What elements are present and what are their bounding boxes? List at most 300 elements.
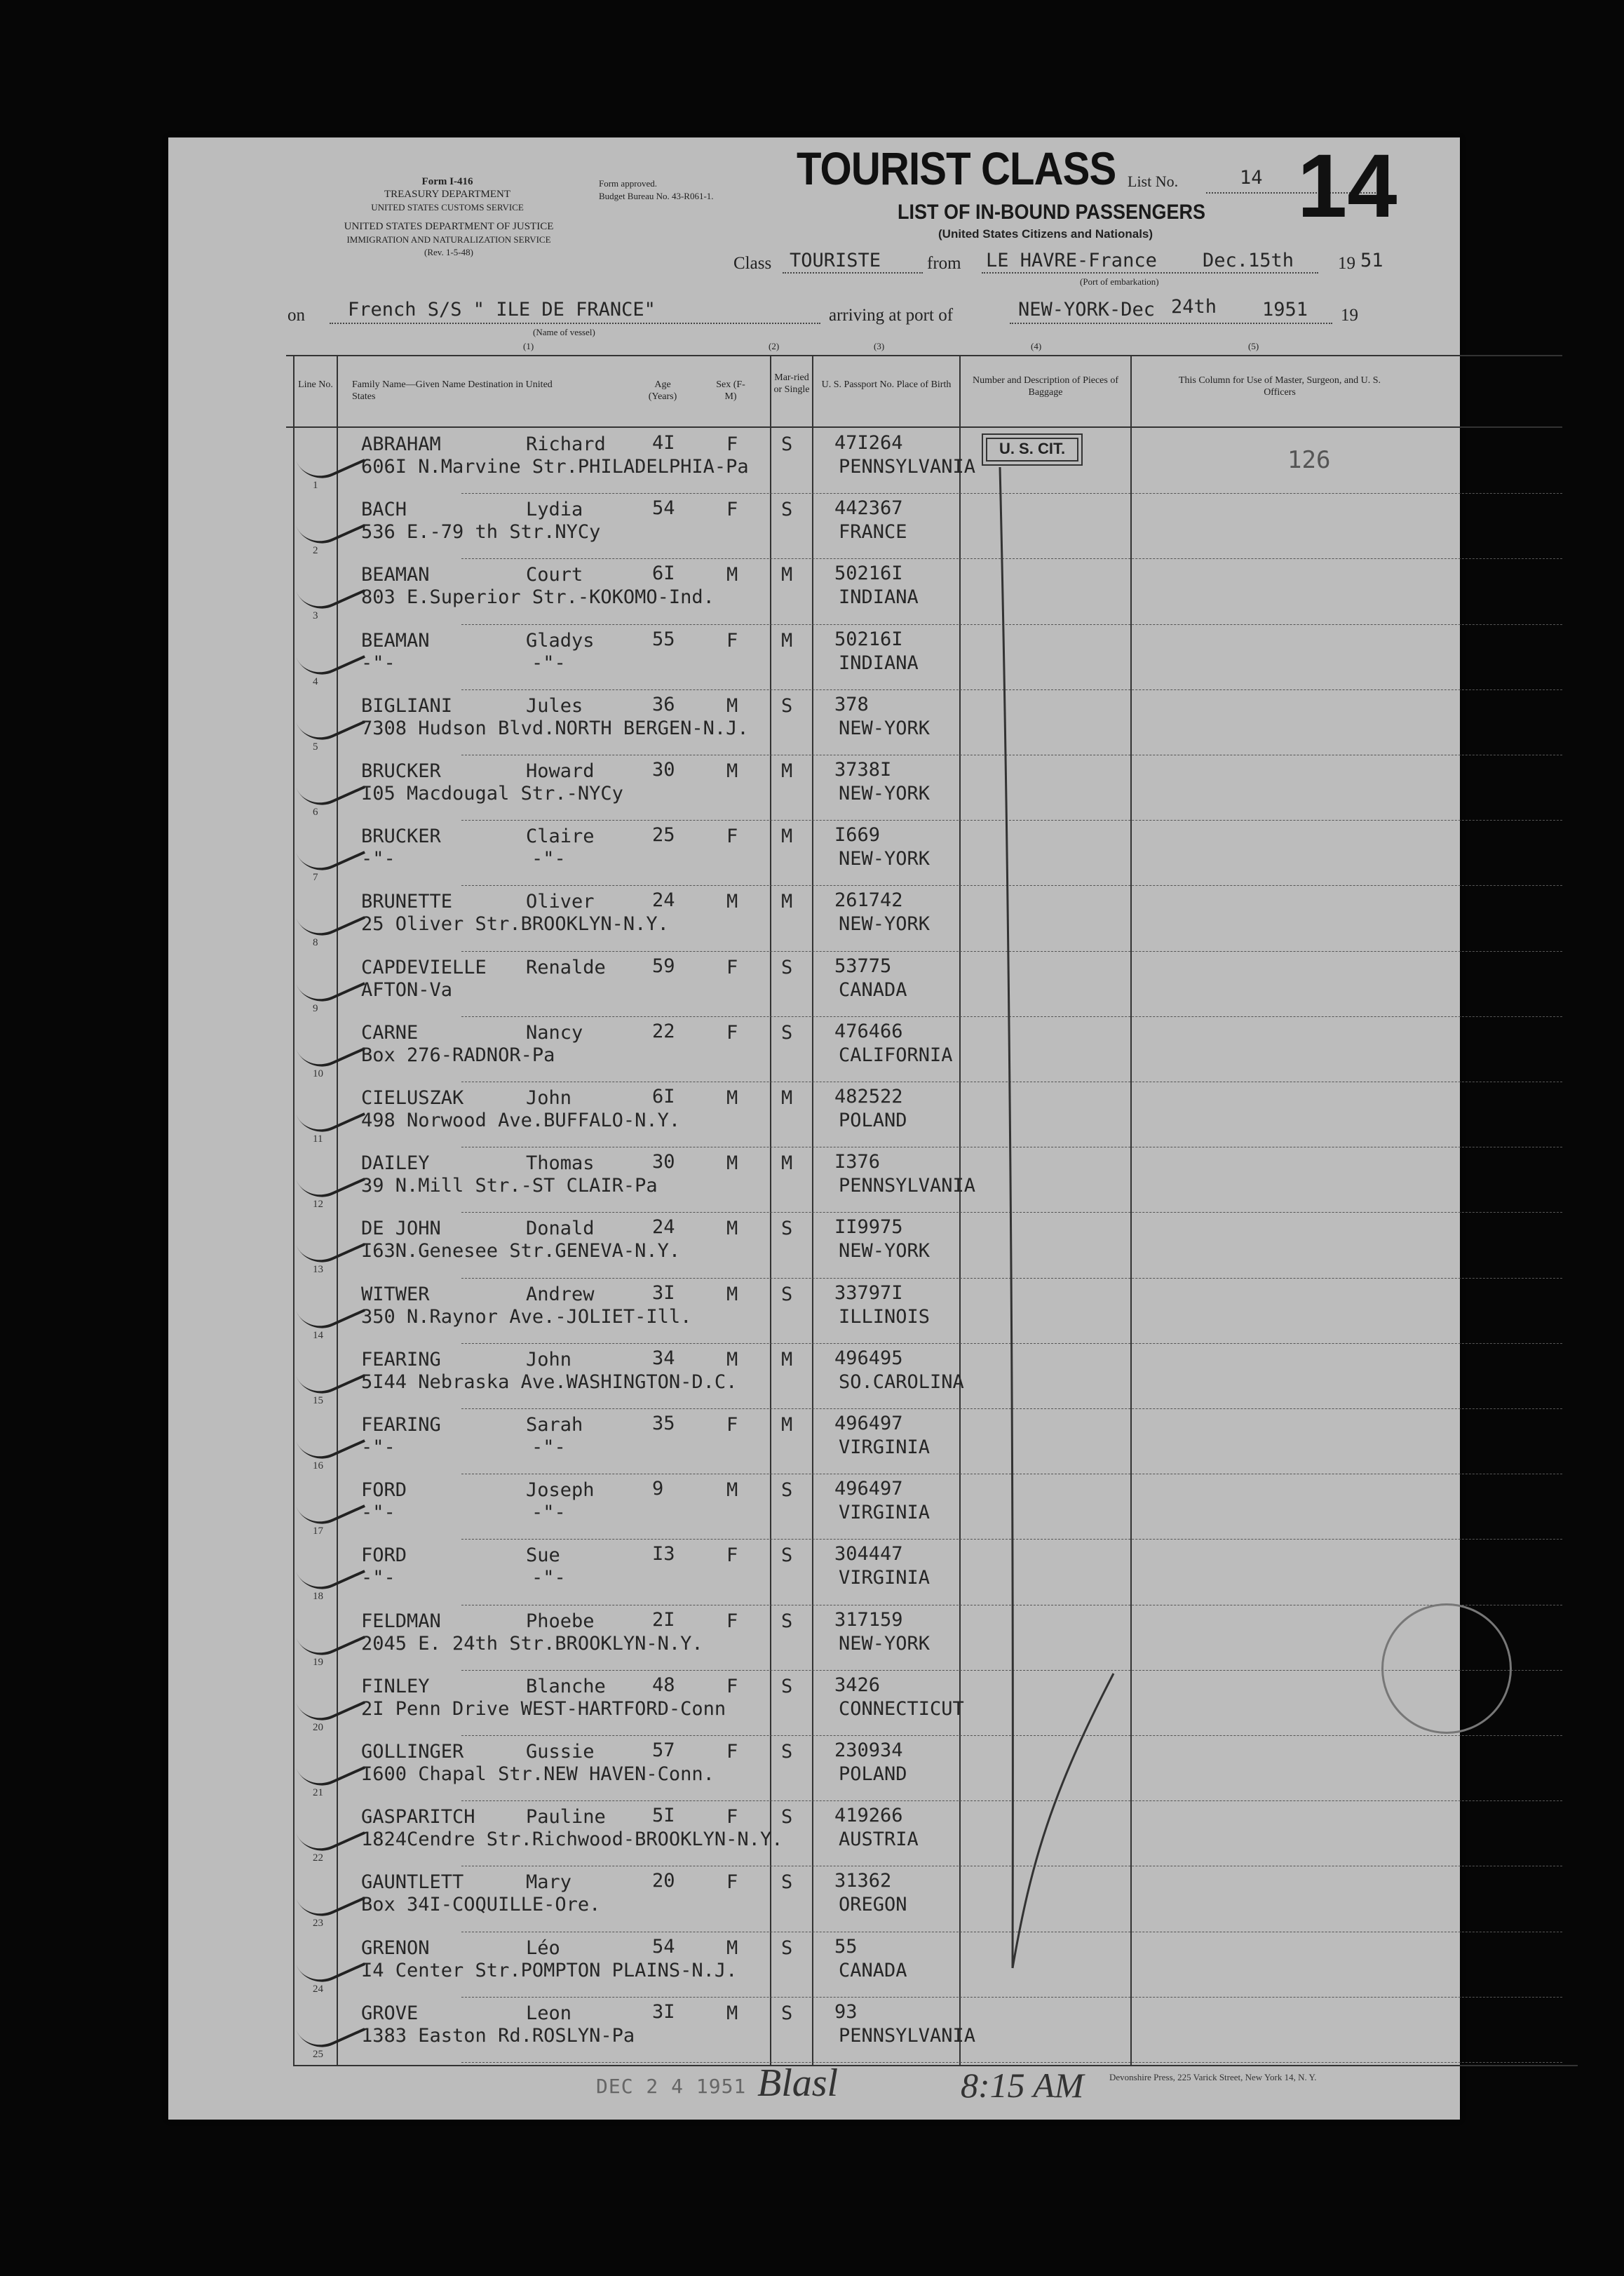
passenger-destination: 606I N.Marvine Str.PHILADELPHIA-Pa (361, 456, 749, 478)
passenger-passport-no: 53775 (834, 955, 892, 977)
on-label: on (287, 306, 305, 325)
line-number: 11 (313, 1133, 323, 1145)
check-mark (295, 1544, 365, 1598)
col-officers: This Column for Use of Master, Surgeon, and U. S. Officers (1178, 375, 1381, 398)
baggage-bracket-line (982, 460, 1122, 2186)
arriving-port: NEW-YORK-Dec (1018, 299, 1156, 321)
passenger-age: 59 (652, 955, 675, 977)
passenger-age: 2I (652, 1608, 675, 1631)
arriving-label: arriving at port of (829, 306, 954, 325)
line-number: 7 (313, 872, 318, 884)
passenger-destination: -"- (361, 1436, 395, 1458)
check-mark (295, 826, 365, 880)
col-num-3: (3) (874, 341, 885, 351)
from-label: from (927, 254, 961, 273)
passenger-birthplace: NEW-YORK (839, 717, 931, 739)
passenger-surname: BRUNETTE (361, 891, 453, 913)
form-number: Form I-416 (421, 176, 473, 187)
line-number: 8 (313, 937, 318, 949)
passenger-surname: FORD (361, 1479, 407, 1502)
passenger-birthplace: CANADA (839, 978, 907, 1001)
line-number: 19 (313, 1656, 323, 1668)
passenger-given-name: Gladys (526, 629, 595, 652)
list-no-typed: 14 (1240, 167, 1263, 189)
col-passport: U. S. Passport No. Place of Birth (821, 379, 952, 390)
passenger-surname: FEARING (361, 1414, 441, 1436)
class-label: Class (733, 254, 772, 273)
passenger-marital-status: S (781, 1218, 793, 1240)
passenger-passport-no: 55 (834, 1935, 858, 1958)
passenger-passport-no: 419266 (834, 1805, 903, 1827)
check-mark (295, 1937, 365, 1991)
passenger-age: 9 (652, 1478, 664, 1500)
passenger-marital-status: S (781, 1741, 793, 1763)
passenger-age: 3I (652, 1281, 675, 1304)
passenger-destination: 25 Oliver Str.BROOKLYN-N.Y. (361, 913, 669, 936)
passenger-birthplace: OREGON (839, 1894, 907, 1916)
passenger-sex: F (726, 826, 738, 848)
passenger-surname: BRUCKER (361, 826, 441, 848)
passenger-sex: F (726, 1741, 738, 1763)
passenger-sex: M (726, 1479, 738, 1502)
passenger-age: 6I (652, 1086, 675, 1107)
passenger-age: 30 (652, 759, 675, 781)
passenger-marital-status: M (781, 1152, 793, 1175)
handwritten-time: 8:15 AM (961, 2066, 1084, 2105)
passenger-surname: GROVE (361, 2002, 419, 2024)
passenger-surname: CARNE (361, 1021, 419, 1044)
customs-service: UNITED STATES CUSTOMS SERVICE (371, 202, 524, 213)
port-embark-note: (Port of embarkation) (1080, 276, 1159, 287)
passenger-birthplace: POLAND (839, 1110, 907, 1131)
passenger-given-name: Andrew (526, 1283, 595, 1305)
passenger-marital-status: S (781, 694, 793, 717)
passenger-marital-status: S (781, 1937, 793, 1959)
passenger-given-name: Phoebe (526, 1610, 595, 1632)
passenger-birthplace: INDIANA (839, 586, 919, 609)
check-mark (295, 499, 365, 553)
passenger-birthplace: ILLINOIS (839, 1305, 931, 1328)
passenger-surname: GAUNTLETT (361, 1871, 464, 1894)
passenger-marital-status: S (781, 1675, 793, 1697)
passenger-destination-ditto: -"- (532, 1436, 566, 1458)
check-mark (295, 760, 365, 814)
form-approved: Form approved. (599, 178, 658, 189)
line-number: 9 (313, 1002, 318, 1014)
check-mark (295, 1348, 365, 1402)
passenger-marital-status: S (781, 1544, 793, 1567)
passenger-destination-ditto: -"- (532, 848, 566, 870)
revision: (Rev. 1-5-48) (424, 247, 473, 257)
arriving-suffix: 19 (1341, 306, 1358, 325)
passenger-given-name: Oliver (526, 891, 595, 913)
passenger-sex: M (726, 2002, 738, 2024)
passenger-marital-status: M (781, 629, 793, 652)
passenger-age: 54 (652, 1935, 675, 1958)
line-number: 10 (313, 1068, 323, 1079)
passenger-passport-no: 33797I (834, 1281, 903, 1304)
passenger-marital-status: M (781, 564, 793, 586)
printer-imprint: Devonshire Press, 225 Varick Street, New York 14, N. Y. (1109, 2072, 1317, 2082)
passenger-surname: BRUCKER (361, 760, 441, 782)
line-number: 4 (313, 675, 318, 687)
passenger-surname: DE JOHN (361, 1218, 441, 1240)
list-no-handwritten: 14 (1297, 136, 1398, 236)
manifest-sheet (168, 137, 1460, 2120)
passenger-marital-status: S (781, 1610, 793, 1632)
passenger-age: 6I (652, 563, 675, 585)
passenger-passport-no: 442367 (834, 497, 903, 520)
passenger-passport-no: 3426 (834, 1674, 881, 1696)
passenger-passport-no: 50216I (834, 563, 903, 585)
passenger-sex: M (726, 1348, 738, 1371)
passenger-marital-status: S (781, 2002, 793, 2024)
passenger-given-name: Blanche (526, 1675, 606, 1697)
check-mark (295, 1283, 365, 1337)
passenger-age: 48 (652, 1674, 675, 1696)
passenger-sex: M (726, 760, 738, 782)
col-married: Mar-ried or Single (773, 372, 810, 395)
passenger-marital-status: M (781, 760, 793, 782)
passenger-marital-status: M (781, 826, 793, 848)
arriving-year: 1951 (1262, 299, 1308, 321)
check-mark (295, 629, 365, 683)
passenger-age: 24 (652, 1216, 675, 1239)
passenger-marital-status: M (781, 1348, 793, 1371)
col-name: Family Name—Given Name Destination in United States (352, 379, 553, 402)
tourist-class-stamp: TOURIST CLASS (797, 142, 1116, 194)
list-subtitle: (United States Citizens and Nationals) (938, 227, 1153, 241)
circular-stamp (1381, 1603, 1512, 1734)
passenger-age: 35 (652, 1413, 675, 1434)
passenger-age: 54 (652, 497, 675, 520)
passenger-birthplace: VIRGINIA (839, 1567, 931, 1589)
passenger-birthplace: CANADA (839, 1959, 907, 1981)
passenger-birthplace: PENNSYLVANIA (839, 456, 976, 478)
passenger-age: 57 (652, 1739, 675, 1761)
passenger-marital-status: S (781, 1806, 793, 1829)
passenger-birthplace: NEW-YORK (839, 1240, 931, 1262)
passenger-birthplace: AUSTRIA (839, 1829, 919, 1851)
passenger-given-name: Mary (526, 1871, 572, 1894)
passenger-destination: I4 Center Str.POMPTON PLAINS-N.J. (361, 1959, 738, 1981)
check-mark (295, 1871, 365, 1925)
us-citizen-stamp: U. S. CIT. (982, 433, 1083, 466)
passenger-birthplace: PENNSYLVANIA (839, 2024, 976, 2047)
passenger-sex: F (726, 433, 738, 455)
passenger-sex: F (726, 1871, 738, 1894)
passenger-birthplace: SO.CAROLINA (839, 1371, 964, 1393)
passenger-birthplace: FRANCE (839, 521, 907, 544)
passenger-sex: F (726, 1544, 738, 1567)
passenger-sex: F (726, 499, 738, 521)
passenger-passport-no: 47I264 (834, 432, 903, 454)
passenger-birthplace: NEW-YORK (839, 913, 931, 936)
vessel-name: French S/S " ILE DE FRANCE" (348, 299, 656, 321)
passenger-destination: 2045 E. 24th Str.BROOKLYN-N.Y. (361, 1632, 703, 1655)
passenger-birthplace: NEW-YORK (839, 848, 931, 870)
line-number: 18 (313, 1591, 323, 1603)
passenger-given-name: Gussie (526, 1741, 595, 1763)
passenger-passport-no: II9975 (834, 1216, 903, 1239)
passenger-age: 24 (652, 889, 675, 912)
passenger-sex: M (726, 694, 738, 717)
passenger-destination: -"- (361, 652, 395, 674)
passenger-destination: 1383 Easton Rd.ROSLYN-Pa (361, 2024, 635, 2047)
passenger-passport-no: 496495 (834, 1347, 903, 1369)
passenger-destination: Box 34I-COQUILLE-Ore. (361, 1894, 601, 1916)
passenger-passport-no: 496497 (834, 1478, 903, 1500)
passenger-destination: -"- (361, 1502, 395, 1524)
arriving-day: 24th (1171, 296, 1217, 318)
passenger-passport-no: 50216I (834, 628, 903, 650)
passenger-surname: WITWER (361, 1283, 430, 1305)
justice-dept: UNITED STATES DEPARTMENT OF JUSTICE (344, 221, 554, 232)
line-number: 22 (313, 1852, 323, 1864)
line-number: 6 (313, 807, 318, 818)
check-mark (295, 1610, 365, 1664)
passenger-passport-no: 482522 (834, 1086, 903, 1107)
passenger-given-name: Pauline (526, 1806, 606, 1829)
passenger-given-name: Joseph (526, 1479, 595, 1502)
passenger-passport-no: 31362 (834, 1870, 892, 1892)
passenger-given-name: Lydia (526, 499, 583, 521)
passenger-destination-ditto: -"- (532, 1502, 566, 1524)
check-mark (295, 1741, 365, 1795)
passenger-destination: 5I44 Nebraska Ave.WASHINGTON-D.C. (361, 1371, 738, 1393)
check-mark (295, 1479, 365, 1533)
passenger-given-name: Sue (526, 1544, 560, 1567)
line-number: 24 (313, 1983, 323, 1995)
passenger-surname: DAILEY (361, 1152, 430, 1175)
passenger-marital-status: S (781, 433, 793, 455)
passenger-destination: I05 Macdougal Str.-NYCy (361, 783, 623, 804)
check-mark (295, 1806, 365, 1860)
passenger-destination: 350 N.Raynor Ave.-JOLIET-Ill. (361, 1305, 692, 1328)
passenger-sex: M (726, 1087, 738, 1109)
passenger-given-name: Nancy (526, 1021, 583, 1044)
passenger-destination: Box 276-RADNOR-Pa (361, 1044, 555, 1066)
embark-date: Dec.15th (1203, 250, 1294, 271)
passenger-given-name: Jules (526, 694, 583, 717)
line-number: 3 (313, 610, 318, 622)
passenger-given-name: Léo (526, 1937, 560, 1959)
passenger-sex: M (726, 564, 738, 586)
passenger-given-name: John (526, 1087, 572, 1109)
passenger-marital-status: M (781, 891, 793, 913)
class-value: TOURISTE (790, 250, 881, 271)
passenger-age: 4I (652, 432, 675, 454)
passenger-given-name: Court (526, 564, 583, 586)
passenger-age: 55 (652, 628, 675, 650)
passenger-marital-status: S (781, 1871, 793, 1894)
passenger-sex: M (726, 1152, 738, 1175)
passenger-marital-status: M (781, 1087, 793, 1109)
passenger-birthplace: CALIFORNIA (839, 1044, 953, 1066)
col-num-1: (1) (523, 341, 534, 351)
passenger-destination: 803 E.Superior Str.-KOKOMO-Ind. (361, 586, 715, 609)
passenger-birthplace: VIRGINIA (839, 1436, 931, 1458)
line-number: 14 (313, 1329, 323, 1341)
passenger-destination: I63N.Genesee Str.GENEVA-N.Y. (361, 1240, 681, 1262)
passenger-destination: 536 E.-79 th Str.NYCy (361, 521, 601, 544)
check-mark (295, 1152, 365, 1206)
passenger-given-name: Donald (526, 1218, 595, 1240)
check-mark (295, 1414, 365, 1468)
passenger-passport-no: 496497 (834, 1413, 903, 1434)
passenger-destination-ditto: -"- (532, 1567, 566, 1589)
check-mark (295, 1087, 365, 1141)
passenger-surname: FINLEY (361, 1675, 430, 1697)
line-number: 5 (313, 741, 318, 753)
passenger-sex: F (726, 1414, 738, 1436)
year-value: 51 (1360, 250, 1383, 271)
line-number: 15 (313, 1394, 323, 1406)
passenger-passport-no: 378 (834, 693, 869, 715)
passenger-sex: F (726, 629, 738, 652)
received-date-stamp: DEC 2 4 1951 (596, 2075, 747, 2098)
passenger-passport-no: 261742 (834, 889, 903, 912)
passenger-age: I3 (652, 1543, 675, 1565)
passenger-destination: -"- (361, 848, 395, 870)
check-mark (295, 1218, 365, 1272)
passenger-age: 5I (652, 1805, 675, 1827)
passenger-surname: GRENON (361, 1937, 430, 1959)
passenger-destination: 1824Cendre Str.Richwood-BROOKLYN-N.Y. (361, 1829, 783, 1851)
passenger-sex: F (726, 1610, 738, 1632)
col-age: Age (Years) (648, 379, 677, 402)
passenger-birthplace: VIRGINIA (839, 1502, 931, 1524)
passenger-destination: -"- (361, 1567, 395, 1589)
passenger-destination: 2I Penn Drive WEST-HARTFORD-Conn (361, 1697, 726, 1720)
passenger-age: 36 (652, 693, 675, 715)
passenger-surname: GOLLINGER (361, 1741, 464, 1763)
passenger-marital-status: S (781, 956, 793, 978)
passenger-birthplace: CONNECTICUT (839, 1697, 964, 1720)
line-number: 25 (313, 2048, 323, 2060)
line-number: 23 (313, 1918, 323, 1930)
passenger-sex: F (726, 1806, 738, 1829)
check-mark (295, 1675, 365, 1729)
passenger-passport-no: 476466 (834, 1020, 903, 1042)
passenger-given-name: Richard (526, 433, 606, 455)
vessel-note: (Name of vessel) (533, 327, 595, 337)
line-number: 13 (313, 1264, 323, 1276)
check-mark (295, 694, 365, 748)
passenger-sex: M (726, 1937, 738, 1959)
passenger-sex: M (726, 1283, 738, 1305)
passenger-given-name: John (526, 1348, 572, 1371)
passenger-surname: BIGLIANI (361, 694, 453, 717)
passenger-birthplace: NEW-YORK (839, 1632, 931, 1655)
check-mark (295, 956, 365, 1010)
passenger-destination: 7308 Hudson Blvd.NORTH BERGEN-N.J. (361, 717, 749, 739)
passenger-age: 22 (652, 1020, 675, 1042)
passenger-passport-no: 317159 (834, 1608, 903, 1631)
passenger-passport-no: 93 (834, 2000, 858, 2023)
passenger-destination: AFTON-Va (361, 978, 453, 1001)
col-line: Line No. (298, 379, 333, 390)
passenger-given-name: Renalde (526, 956, 606, 978)
passenger-age: 3I (652, 2000, 675, 2023)
annotation-126: 126 (1287, 446, 1331, 474)
passenger-sex: M (726, 891, 738, 913)
check-mark (295, 1021, 365, 1075)
passenger-surname: CIELUSZAK (361, 1087, 464, 1109)
passenger-marital-status: S (781, 1021, 793, 1044)
col-num-4: (4) (1031, 341, 1042, 351)
passenger-passport-no: 230934 (834, 1739, 903, 1761)
passenger-surname: BEAMAN (361, 564, 430, 586)
passenger-sex: F (726, 1021, 738, 1044)
line-number: 21 (313, 1787, 323, 1798)
col-sex: Sex (F-M) (716, 379, 745, 402)
passenger-sex: F (726, 1675, 738, 1697)
passenger-sex: M (726, 1218, 738, 1240)
year-prefix: 19 (1338, 254, 1355, 273)
passenger-destination: I600 Chapal Str.NEW HAVEN-Conn. (361, 1763, 715, 1785)
line-number: 2 (313, 545, 318, 557)
passenger-birthplace: INDIANA (839, 652, 919, 674)
passenger-given-name: Howard (526, 760, 595, 782)
passenger-birthplace: POLAND (839, 1763, 907, 1785)
line-number: 1 (313, 480, 318, 491)
passenger-surname: FEARING (361, 1348, 441, 1371)
passenger-given-name: Thomas (526, 1152, 595, 1175)
passenger-passport-no: I376 (834, 1151, 881, 1173)
passenger-given-name: Sarah (526, 1414, 583, 1436)
from-value: LE HAVRE-France (986, 250, 1157, 271)
passenger-destination-ditto: -"- (532, 652, 566, 674)
treasury-dept: TREASURY DEPARTMENT (384, 189, 511, 200)
line-number: 17 (313, 1526, 323, 1537)
col-num-5: (5) (1248, 341, 1259, 351)
passenger-age: 25 (652, 824, 675, 847)
budget-bureau: Budget Bureau No. 43-R061-1. (599, 191, 714, 201)
passenger-destination: 498 Norwood Ave.BUFFALO-N.Y. (361, 1110, 681, 1131)
check-mark (295, 891, 365, 945)
passenger-given-name: Claire (526, 826, 595, 848)
line-number: 16 (313, 1460, 323, 1472)
passenger-surname: FELDMAN (361, 1610, 441, 1632)
line-number: 20 (313, 1721, 323, 1733)
passenger-given-name: Leon (526, 2002, 572, 2024)
passenger-surname: ABRAHAM (361, 433, 441, 455)
passenger-surname: BEAMAN (361, 629, 430, 652)
line-number: 12 (313, 1199, 323, 1211)
passenger-destination: 39 N.Mill Str.-ST CLAIR-Pa (361, 1175, 658, 1197)
passenger-passport-no: 304447 (834, 1543, 903, 1565)
passenger-sex: F (726, 956, 738, 978)
check-mark (295, 433, 365, 487)
passenger-marital-status: S (781, 1283, 793, 1305)
passenger-surname: FORD (361, 1544, 407, 1567)
passenger-marital-status: M (781, 1414, 793, 1436)
passenger-birthplace: PENNSYLVANIA (839, 1175, 976, 1197)
col-baggage: Number and Description of Pieces of Baggage (973, 375, 1118, 398)
col-num-2: (2) (769, 341, 780, 351)
immigration-service: IMMIGRATION AND NATURALIZATION SERVICE (346, 234, 551, 245)
passenger-age: 34 (652, 1347, 675, 1369)
list-no-label: List No. (1128, 173, 1179, 190)
passenger-surname: CAPDEVIELLE (361, 956, 487, 978)
passenger-marital-status: S (781, 1479, 793, 1502)
passenger-age: 20 (652, 1870, 675, 1892)
passenger-birthplace: NEW-YORK (839, 783, 931, 804)
passenger-marital-status: S (781, 499, 793, 521)
passenger-surname: BACH (361, 499, 407, 521)
passenger-surname: GASPARITCH (361, 1806, 475, 1829)
